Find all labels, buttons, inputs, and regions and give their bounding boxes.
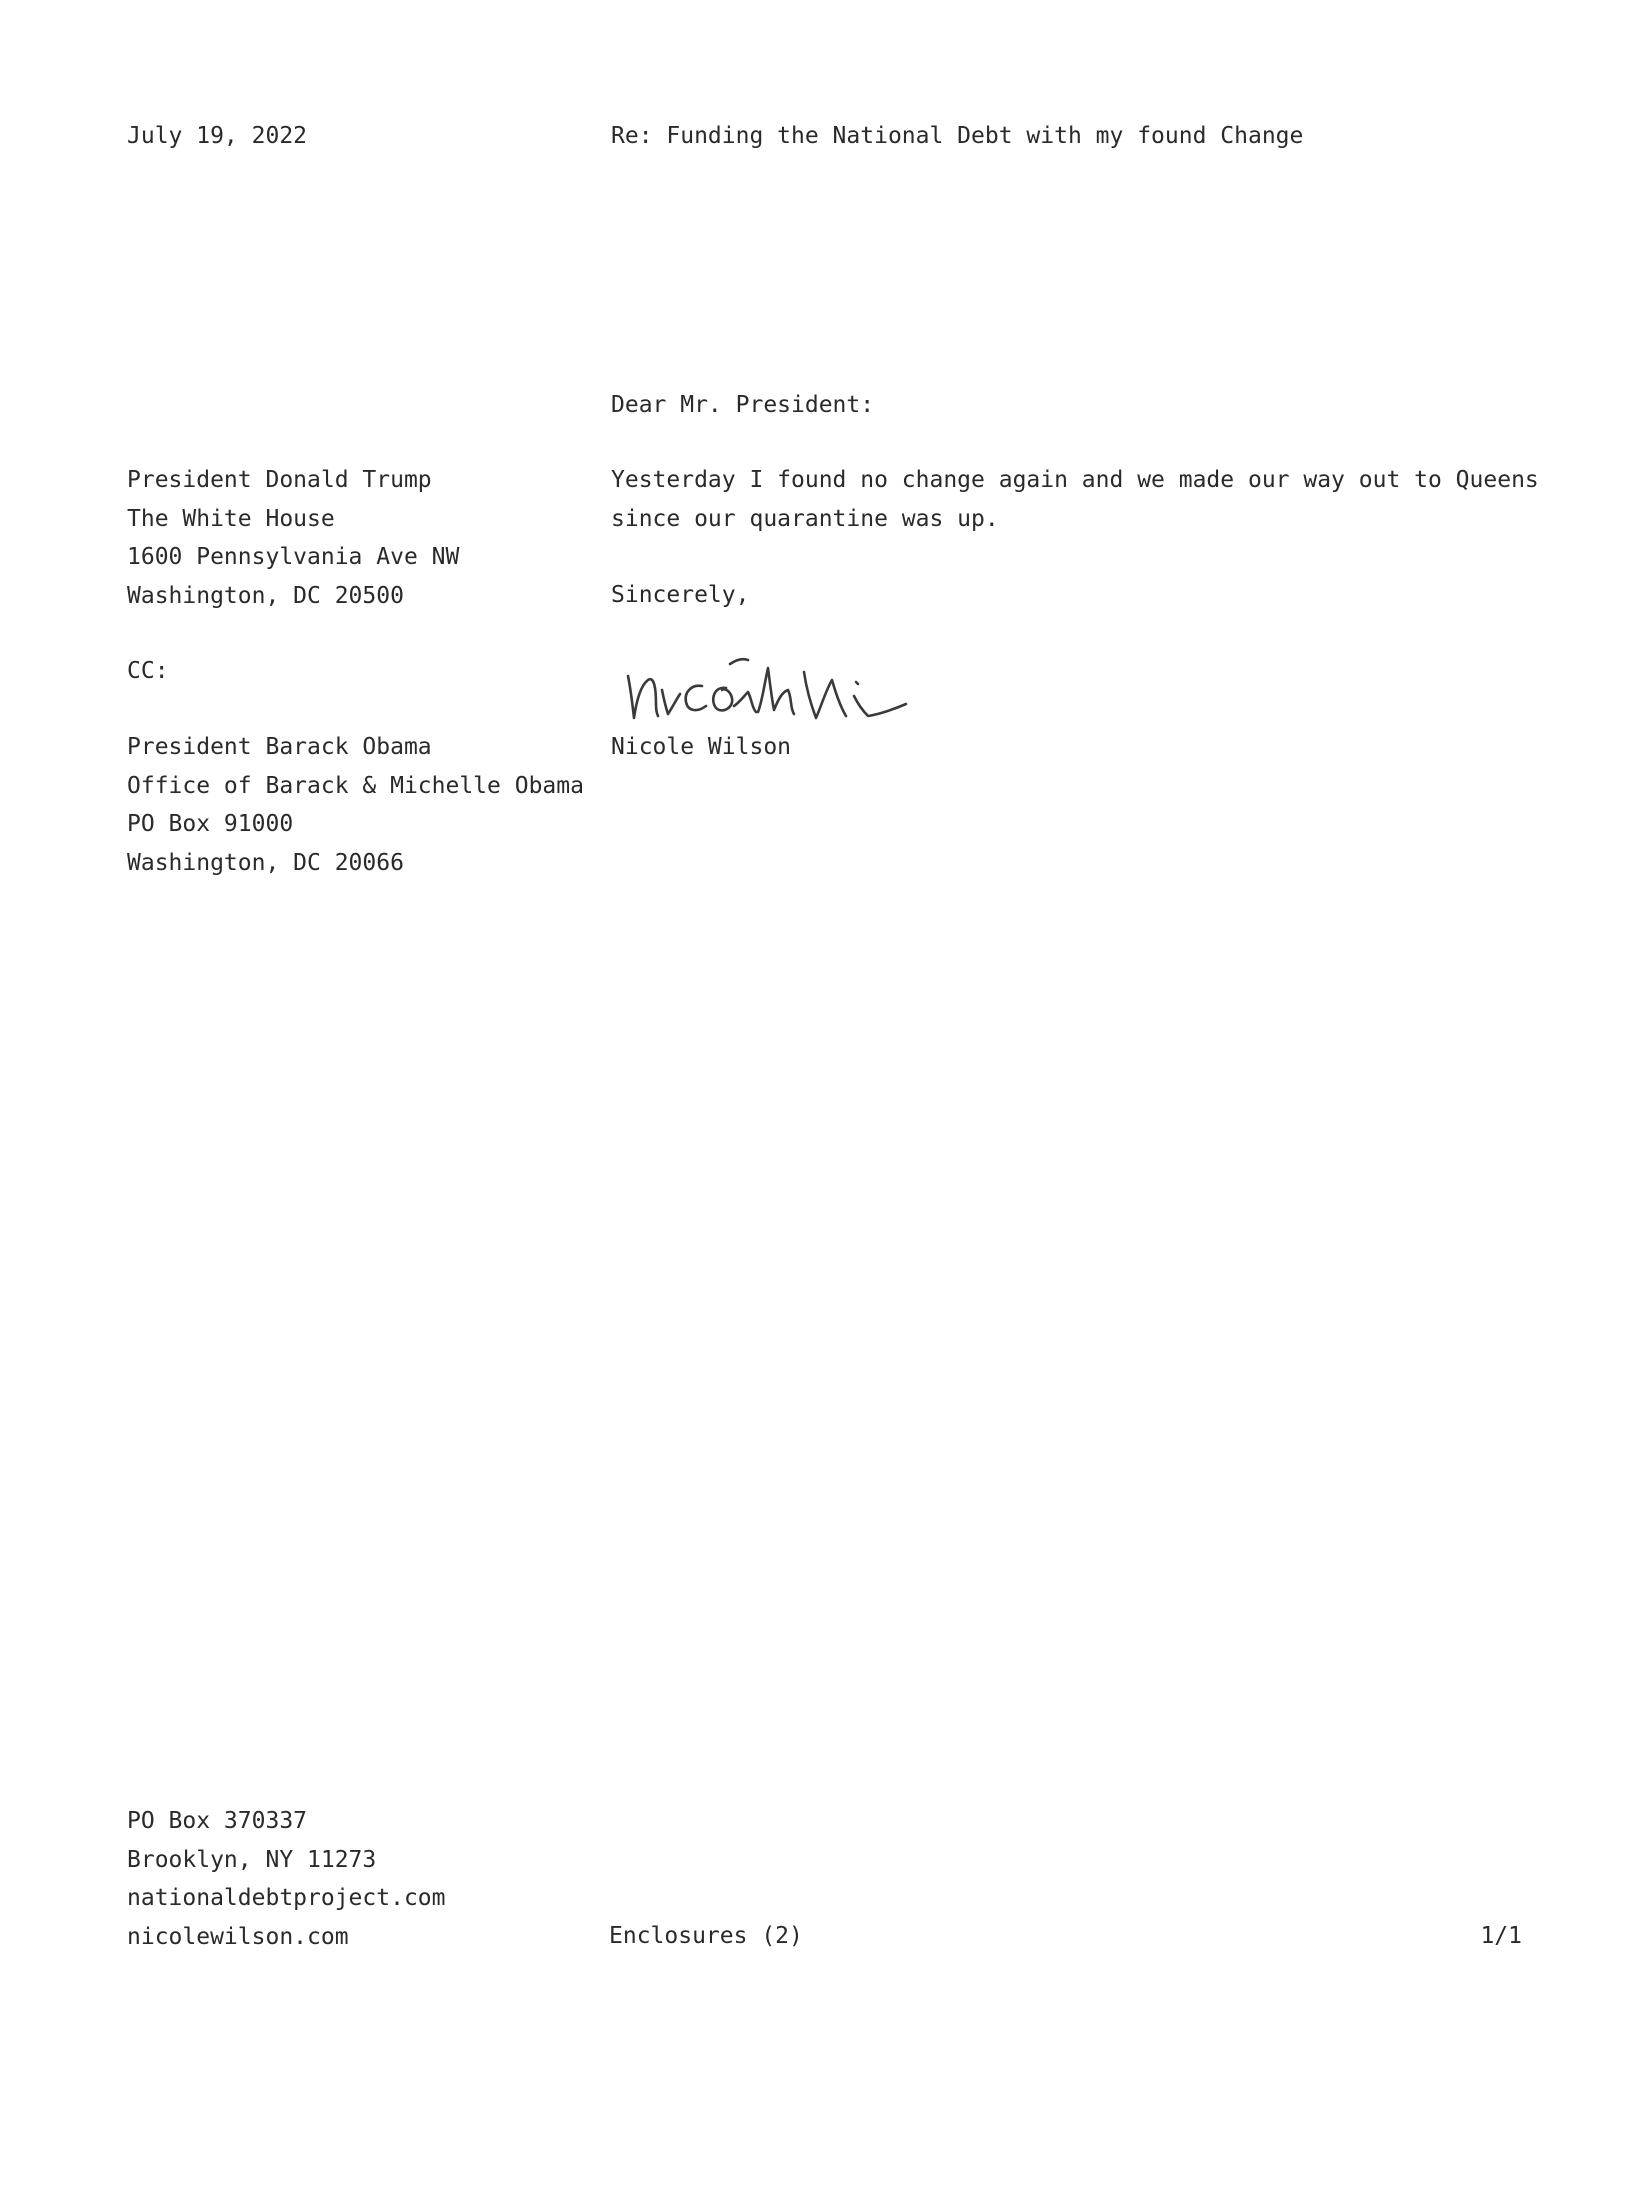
enclosures-note: Enclosures (2) xyxy=(609,1923,803,1949)
recipient-address-line: 1600 Pennsylvania Ave NW xyxy=(127,544,460,570)
footer-address-line: PO Box 370337 xyxy=(127,1808,308,1834)
closing: Sincerely, xyxy=(611,582,750,608)
page-number: 1/1 xyxy=(1480,1923,1522,1949)
cc-address-line: PO Box 91000 xyxy=(127,811,294,837)
letter-body xyxy=(611,461,1539,538)
letter-date: July 19, 2022 xyxy=(127,123,308,149)
recipient-address xyxy=(127,461,459,615)
recipient-address-line: The White House xyxy=(127,505,335,532)
footer-website-link: nationaldebtproject.com xyxy=(127,1885,446,1911)
body-line: Yesterday I found no change again and we made our way out to Queens xyxy=(611,467,1539,493)
cc-address-line: President Barack Obama xyxy=(127,734,432,760)
cc-label: CC: xyxy=(127,658,169,684)
letter-subject: Re: Funding the National Debt with my found Change xyxy=(611,123,1304,149)
footer-address xyxy=(127,1802,446,1956)
footer-website-link: nicolewilson.com xyxy=(127,1923,349,1950)
handwritten-signature xyxy=(618,628,928,728)
salutation: Dear Mr. President: xyxy=(611,392,875,418)
sender-name: Nicole Wilson xyxy=(611,734,792,760)
cc-address-line: Washington, DC 20066 xyxy=(127,849,404,876)
body-line: since our quarantine was up. xyxy=(611,505,999,532)
recipient-address-line: President Donald Trump xyxy=(127,467,432,493)
footer-address-line: Brooklyn, NY 11273 xyxy=(127,1846,377,1873)
cc-address-line: Office of Barack & Michelle Obama xyxy=(127,772,584,799)
cc-recipient-address xyxy=(127,728,584,882)
recipient-address-line: Washington, DC 20500 xyxy=(127,582,404,609)
